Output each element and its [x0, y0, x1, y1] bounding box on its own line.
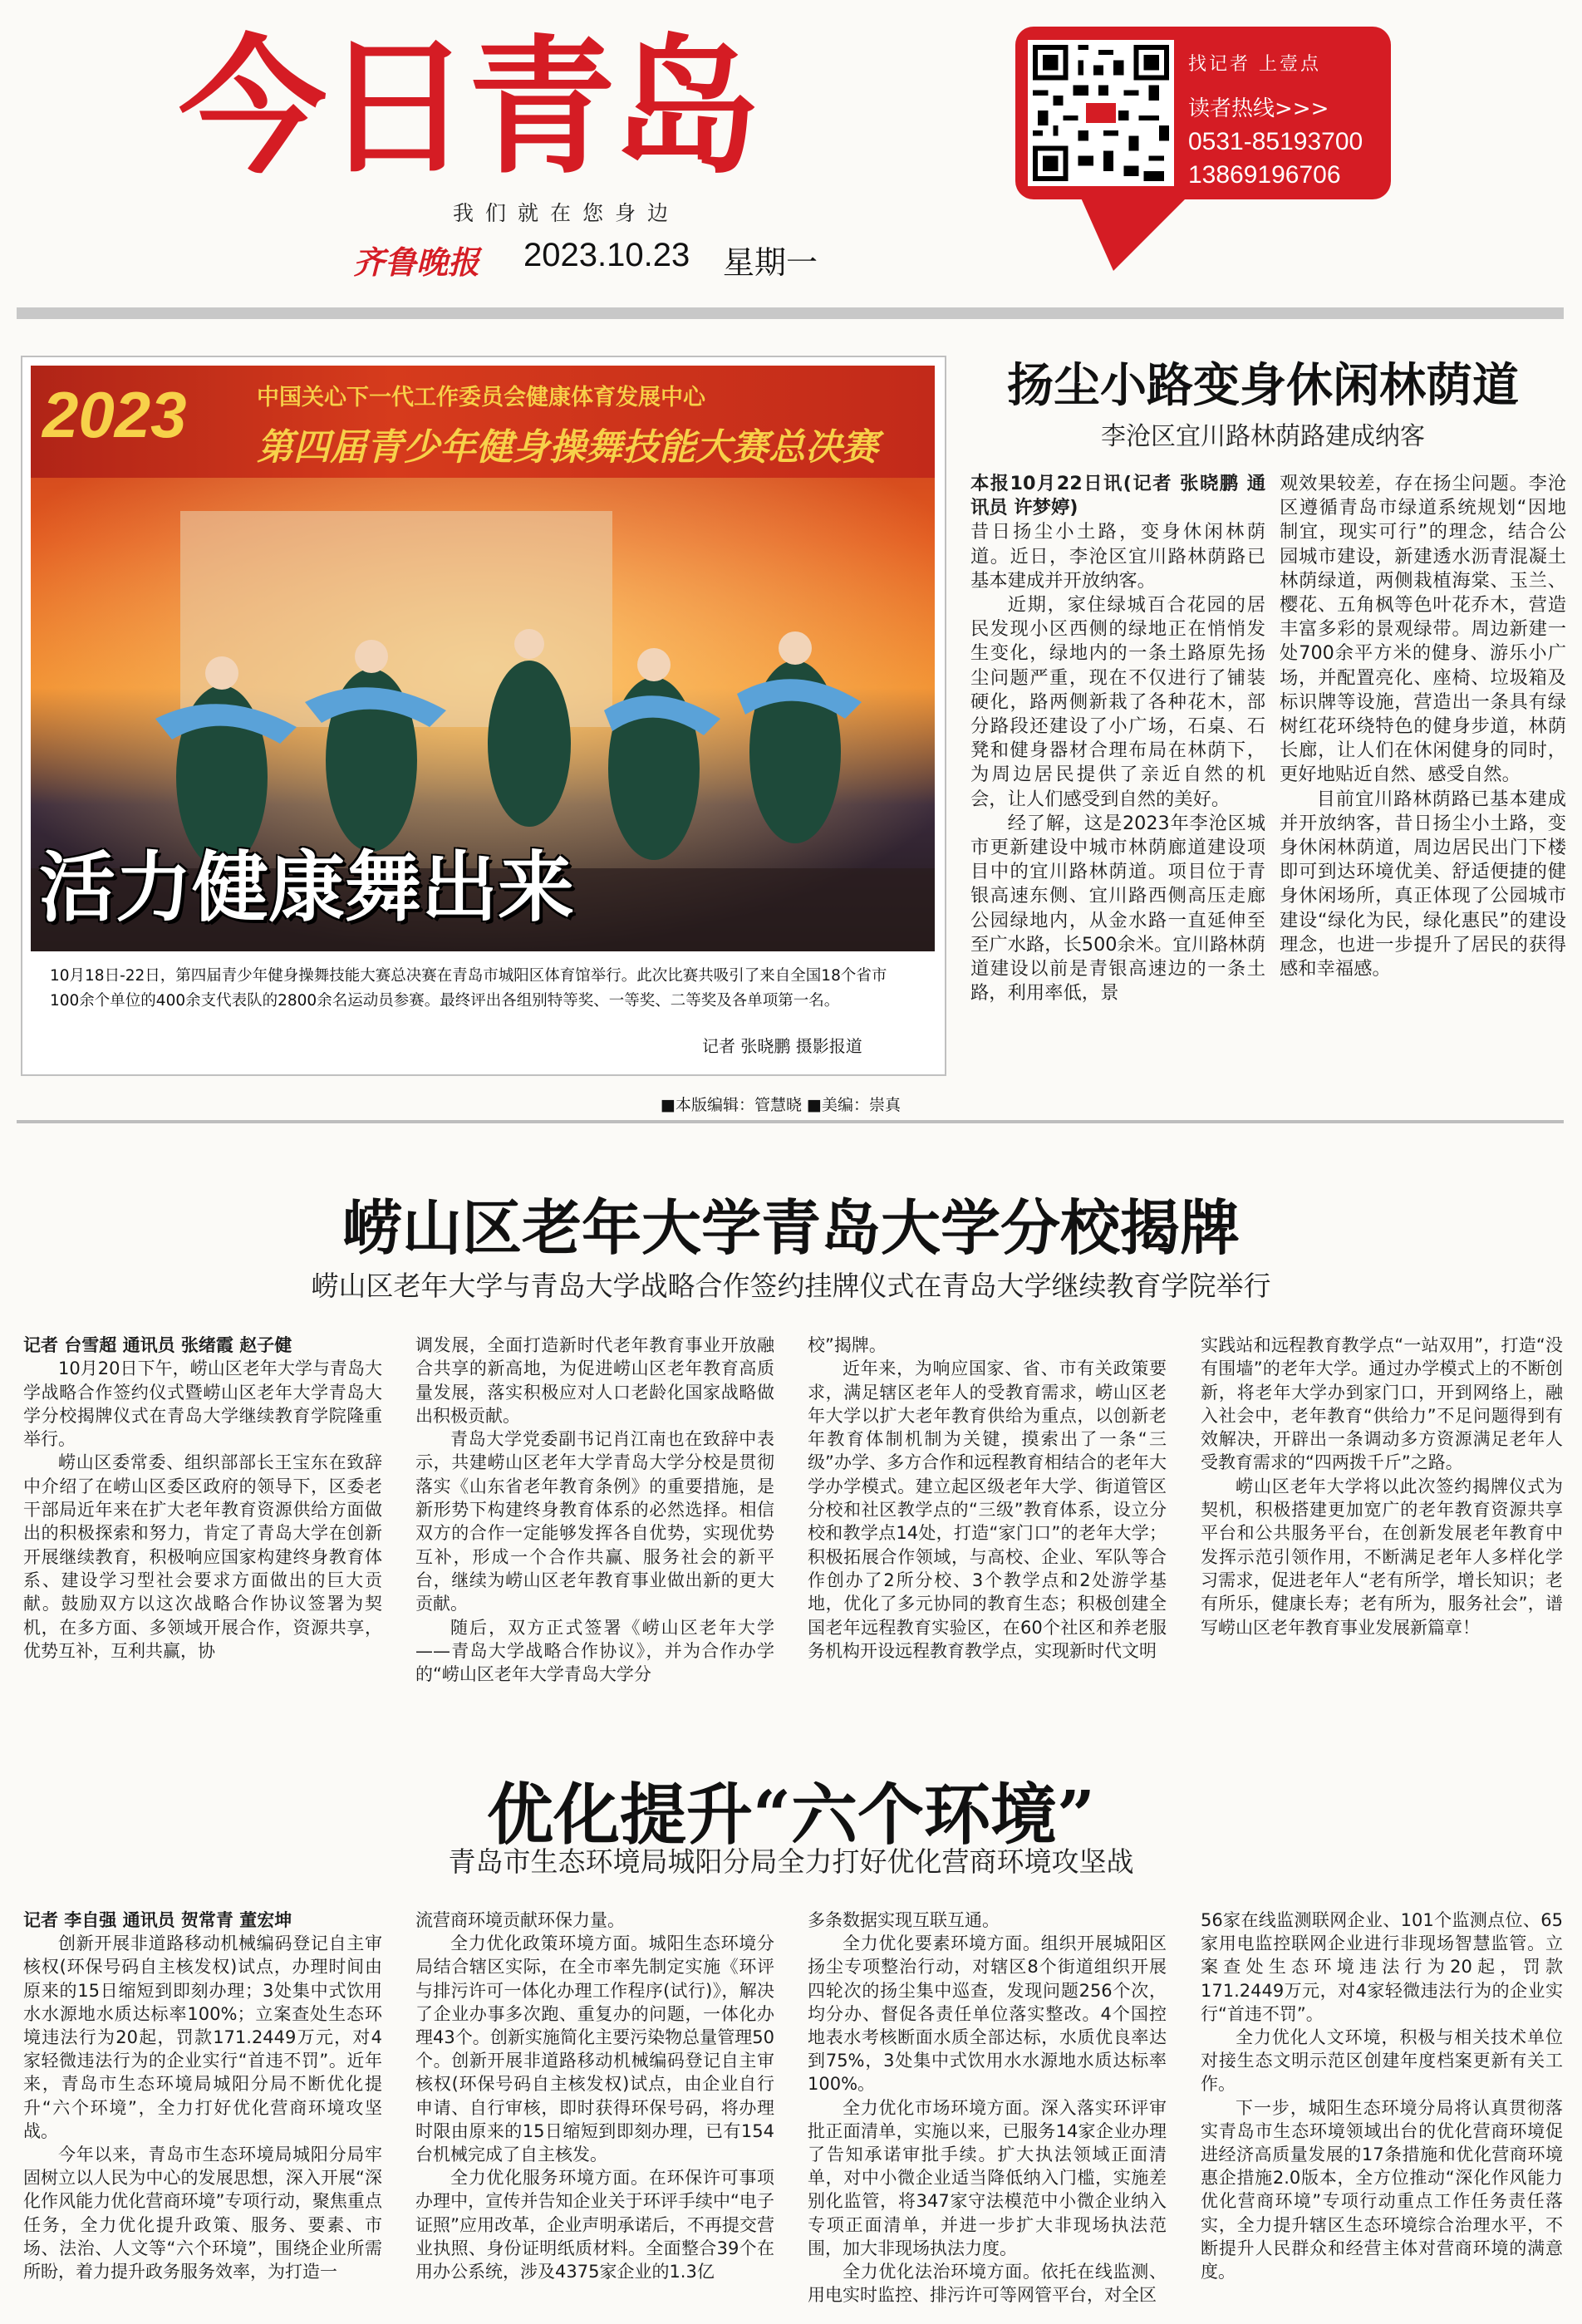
- article3-paragraph: 全力优化政策环境方面。城阳生态环境分局结合辖区实际，在全市率先制定实施《环评与排污许可一体化办理工作程序(试行)》，解决了企业办事多次跑、重复办的问题，一体化办理43个。创新实施简化主要污染物总量管理50个。创新开展非道路移动机械编码登记自主审核权(环保号码自主核发权)试点，由企业自行申请、自行审核，即时获得环保号码，将办理时限由原来的15日缩短到即刻办理，已有154台机械完成了自主核发。: [415, 1933, 774, 2165]
- article2-paragraph: 崂山区老年大学将以此次签约揭牌仪式为契机，积极搭建更加宽广的老年教育资源共享平台和公共服务平台，在创新发展老年教育中发挥示范引领作用，不断满足老年人多样化学习需求，促进老年人“老有所学，增长知识；老有所乐，健康长寿；老有所为，服务社会”，谱写崂山区老年教育事业发展新篇章！: [1201, 1476, 1563, 1638]
- issue-date: 2023.10.23: [523, 237, 690, 273]
- article2-subheadline: 崂山区老年大学与青岛大学战略合作签约挂牌仪式在青岛大学继续教育学院举行: [311, 1270, 1271, 1302]
- article1-paragraph: 目前宜川路林荫路已基本建成并开放纳客，昔日扬尘小土路，变身休闲林荫道，周边居民出门下楼即可到达环境优美、舒适便捷的健身休闲场所，真正体现了公园城市建设“绿化为民，绿化惠民”的建设理念，也进一步提升了居民的获得感和幸福感。: [1280, 788, 1566, 980]
- article3-column-4: [1201, 1909, 1563, 2316]
- article3-paragraph: 今年以来，青岛市生态环境局城阳分局牢固树立以人民为中心的发展思想，深入开展“深化作风能力优化营商环境”专项行动，聚焦重点任务，全力优化提升政策、服务、要素、市场、法治、人文等“六个环境”，围绕企业所需所盼，着力提升政务服务效率，为打造一: [23, 2145, 382, 2282]
- article1-column-1: [970, 472, 1265, 1077]
- photo-credit: 记者 张晓鹏 摄影报道: [702, 1036, 862, 1056]
- article3-paragraph: 全力优化法治环境方面。依托在线监测、用电实时监控、排污许可等网管平台，对全区: [808, 2262, 1167, 2306]
- article2-byline: 记者 台雪超 通讯员 张绪霞 赵子健: [23, 1335, 292, 1355]
- article3-paragraph: 56家在线监测联网企业、101个监测点位、65家用电监控联网企业进行非现场智慧监管。立案查处生态环境违法行为20起，罚款171.2449万元，对4家轻微违法行为的企业实行“首违不罚”。: [1201, 1910, 1563, 2024]
- article1-headline[interactable]: 扬尘小路变身休闲林荫道: [1007, 358, 1519, 413]
- slogan: 我们就在您身边: [453, 201, 680, 225]
- article2-paragraph: 青岛大学党委副书记肖江南也在致辞中表示，共建崂山区老年大学青岛大学分校是贯彻落实《山东省老年教育条例》的重要措施，是新形势下构建终身教育体系的必然选择。相信双方的合作一定能够发挥各自优势，实现优势互补，形成一个合作共赢、服务社会的新平台，继续为崂山区老年教育事业做出新的更大贡献。: [415, 1429, 774, 1614]
- article1-paragraph: 近期，家住绿城百合花园的居民发现小区西侧的绿地正在悄悄发生变化，绿地内的一条土路原先扬尘问题严重，现在不仅进行了铺装硬化，路两侧新栽了各种花木，部分路段还建设了小广场，石桌、石凳和健身器材合理布局在林荫下，为周边居民提供了亲近自然的机会，让人们感受到自然的美好。: [970, 594, 1265, 810]
- article1-subheadline: 李沧区宜川路林荫路建成纳客: [1101, 422, 1425, 451]
- photo-banner-event: 第四届青少年健身操舞技能大赛总决赛: [257, 426, 878, 469]
- hotline-label: 读者热线>>>: [1188, 96, 1329, 121]
- article3-column-3: [808, 1909, 1167, 2316]
- article3-paragraph: 下一步，城阳生态环境分局将认真贯彻落实青岛市生态环境领域出台的优化营商环境促进经济高质量发展的17条措施和优化营商环境惠企措施2.0版本，全方位推动“深化作风能力优化营商环境”专项行动重点工作任务责任落实，全力提升辖区生态环境综合治理水平，不断提升人民群众和经营主体对营商环境的满意度。: [1201, 2097, 1563, 2282]
- photo-caption: 10月18日-22日，第四届青少年健身操舞技能大赛总决赛在青岛市城阳区体育馆举行。此次比赛共吸引了来自全国18个省市100余个单位的400余支代表队的2800余名运动员参赛。最终评出各组别特等奖、一等奖、二等奖及各单项第一名。: [50, 967, 887, 1010]
- article3-paragraph: 全力优化人文环境，积极与相关技术单位对接生态文明示范区创建年度档案更新有关工作。: [1201, 2027, 1563, 2095]
- hotline-phone-2[interactable]: 13869196706: [1188, 161, 1341, 189]
- masthead-divider: [17, 307, 1564, 319]
- hotline-phone-1[interactable]: 0531-85193700: [1188, 128, 1363, 155]
- article1-column-2: [1280, 472, 1566, 1077]
- section-divider: [17, 1120, 1564, 1123]
- article2-paragraph: 随后，双方正式签署《崂山区老年大学——青岛大学战略合作协议》，并为合作办学的“崂山区老年大学青岛大学分: [415, 1617, 774, 1685]
- article3-paragraph: 创新开展非道路移动机械编码登记自主审核权(环保号码自主核发权)试点，办理时间由原来的15日缩短到即刻办理；3处集中式饮用水水源地水质达标率100%；立案查处生态环境违法行为20起，罚款171.2449万元，对4家轻微违法行为的企业实行“首违不罚”。近年来，青岛市生态环境局城阳分局不断优化提升“六个环境”，全力打好优化营商环境攻坚战。: [23, 1933, 382, 2141]
- article2-column-1: [23, 1334, 382, 1766]
- event-photo: [31, 366, 935, 951]
- article2-paragraph: 调发展，全面打造新时代老年教育事业开放融合共享的新高地，为促进崂山区老年教育高质量发展，落实积极应对人口老龄化国家战略做出积极贡献。: [415, 1335, 774, 1426]
- article3-paragraph: 流营商环境贡献环保力量。: [415, 1910, 625, 1930]
- hotline-slogan: 找记者 上壹点: [1188, 54, 1321, 75]
- article3-paragraph: 全力优化服务环境方面。在环保许可事项办理中，宣传并告知企业关于环评手续中“电子证照”应用改革，企业声明承诺后，不再提交营业执照、身份证明纸质材料。全面整合39个在用办公系统，涉及4375家企业的1.3亿: [415, 2168, 774, 2282]
- qr-code-icon[interactable]: [1028, 40, 1174, 186]
- photo-banner-year: 2023: [42, 378, 187, 451]
- article2-headline[interactable]: 崂山区老年大学青岛大学分校揭牌: [341, 1192, 1240, 1263]
- brand-name: 齐鲁晚报: [353, 243, 480, 281]
- article3-paragraph: 多条数据实现互联互通。: [808, 1910, 1000, 1930]
- article2-column-3: [808, 1334, 1167, 1766]
- article2-paragraph: 10月20日下午，崂山区老年大学与青岛大学战略合作签约仪式暨崂山区老年大学青岛大学分校揭牌仪式在青岛大学继续教育学院隆重举行。: [23, 1359, 382, 1450]
- article2-paragraph: 校”揭牌。: [808, 1335, 887, 1355]
- article3-byline: 记者 李自强 通讯员 贺常青 董宏坤: [23, 1910, 292, 1930]
- article1-paragraph: 经了解，这是2023年李沧区城市更新建设中城市林荫廊道建设项目中的宜川路林荫道。项目位于青银高速东侧、宜川路西侧高压走廊公园绿地内，从金水路一直延伸至至广水路，长500余米。宜川路林荫道建设以前是青银高速边的一条土路，利用率低，景: [970, 812, 1265, 1005]
- article2-column-4: [1201, 1334, 1563, 1766]
- issue-weekday: 星期一: [723, 244, 818, 281]
- photo-banner-org: 中国关心下一代工作委员会健康体育发展中心: [257, 385, 705, 410]
- newspaper-logo: 今日青岛: [179, 22, 757, 194]
- article3-column-2: [415, 1909, 774, 2316]
- article2-paragraph: 实践站和远程教育教学点“一站双用”，打造“没有围墙”的老年大学。通过办学模式上的不断创新，将老年大学办到家门口，开到网络上，融入社会中，老年教育“供给力”不足问题得到有效解决，开辟出一条调动多方资源满足老年人受教育需求的“四两拨千斤”之路。: [1201, 1335, 1563, 1473]
- article3-paragraph: 全力优化要素环境方面。组织开展城阳区扬尘专项整治行动，对辖区8个街道组织开展四轮次的扬尘集中巡查，发现问题256个次，均分办、督促各责任单位落实整改。4个国控地表水考核断面水质全部达标，水质优良率达到75%，3处集中式饮用水水源地水质达标率100%。: [808, 1933, 1167, 2095]
- article1-byline: 本报10月22日讯(记者 张晓鹏 通讯员 许梦婷): [970, 473, 1265, 519]
- article3-subheadline: 青岛市生态环境局城阳分局全力打好优化营商环境攻坚战: [448, 1845, 1134, 1878]
- hotline-panel-tail: [1080, 196, 1188, 271]
- editor-credit: ■本版编辑：管慧晓 ■美编：崇真: [661, 1096, 901, 1114]
- photo-headline: 活力健康舞出来: [39, 843, 575, 932]
- article1-paragraph: 昔日扬尘小土路，变身休闲林荫道。近日，李沧区宜川路林荫路已基本建成并开放纳客。: [970, 521, 1265, 592]
- article3-column-1: [23, 1909, 382, 2316]
- article2-paragraph: 近年来，为响应国家、省、市有关政策要求，满足辖区老年人的受教育需求，崂山区老年大学以扩大老年教育供给为重点，以创新老年教育体制机制为关键，摸索出了一条“三级”办学、多方合作和远程教育相结合的老年大学办学模式。建立起区级老年大学、街道管区分校和社区教学点的“三级”教育体系，设立分校和教学点14处，打造“家门口”的老年大学；积极拓展合作领域，与高校、企业、军队等合作创办了2所分校、3个教学点和2处游学基地，优化了多元协同的教育生态；积极创建全国老年远程教育实验区，在60个社区和养老服务机构开设远程教育教学点，实现新时代文明: [808, 1359, 1167, 1661]
- article3-headline[interactable]: 优化提升“六个环境”: [486, 1776, 1096, 1854]
- article2-column-2: [415, 1334, 774, 1766]
- article2-paragraph: 崂山区委常委、组织部部长王宝东在致辞中介绍了在崂山区委区政府的领导下，区委老干部局近年来在扩大老年教育资源供给方面做出的积极探索和努力，肯定了青岛大学在创新开展继续教育，积极响应国家构建终身教育体系、建设学习型社会要求方面做出的巨大贡献。鼓励双方以这次战略合作协议签署为契机，在多方面、多领域开展合作，资源共享，优势互补，互利共赢，协: [23, 1452, 382, 1661]
- article1-paragraph: 观效果较差，存在扬尘问题。李沧区遵循青岛市绿道系统规划“因地制宜，现实可行”的理念，结合公园城市建设，新建透水沥青混凝土林荫绿道，两侧栽植海棠、玉兰、樱花、五角枫等色叶花乔木，营造丰富多彩的景观绿带。周边新建一处700余平方米的健身、游乐小广场，并配置亮化、座椅、垃圾箱及标识牌等设施，营造出一条具有绿树红花环绕特色的健身步道，林荫长廊，让人们在休闲健身的同时，更好地贴近自然、感受自然。: [1280, 473, 1566, 786]
- article3-paragraph: 全力优化市场环境方面。深入落实环评审批正面清单，实施以来，已服务14家企业办理了告知承诺审批手续。扩大执法领域正面清单，对中小微企业适当降低纳入门槛，实施差别化监管，将347家守法模范中小微企业纳入专项正面清单，并进一步扩大非现场执法范围，加大非现场执法力度。: [808, 2097, 1167, 2258]
